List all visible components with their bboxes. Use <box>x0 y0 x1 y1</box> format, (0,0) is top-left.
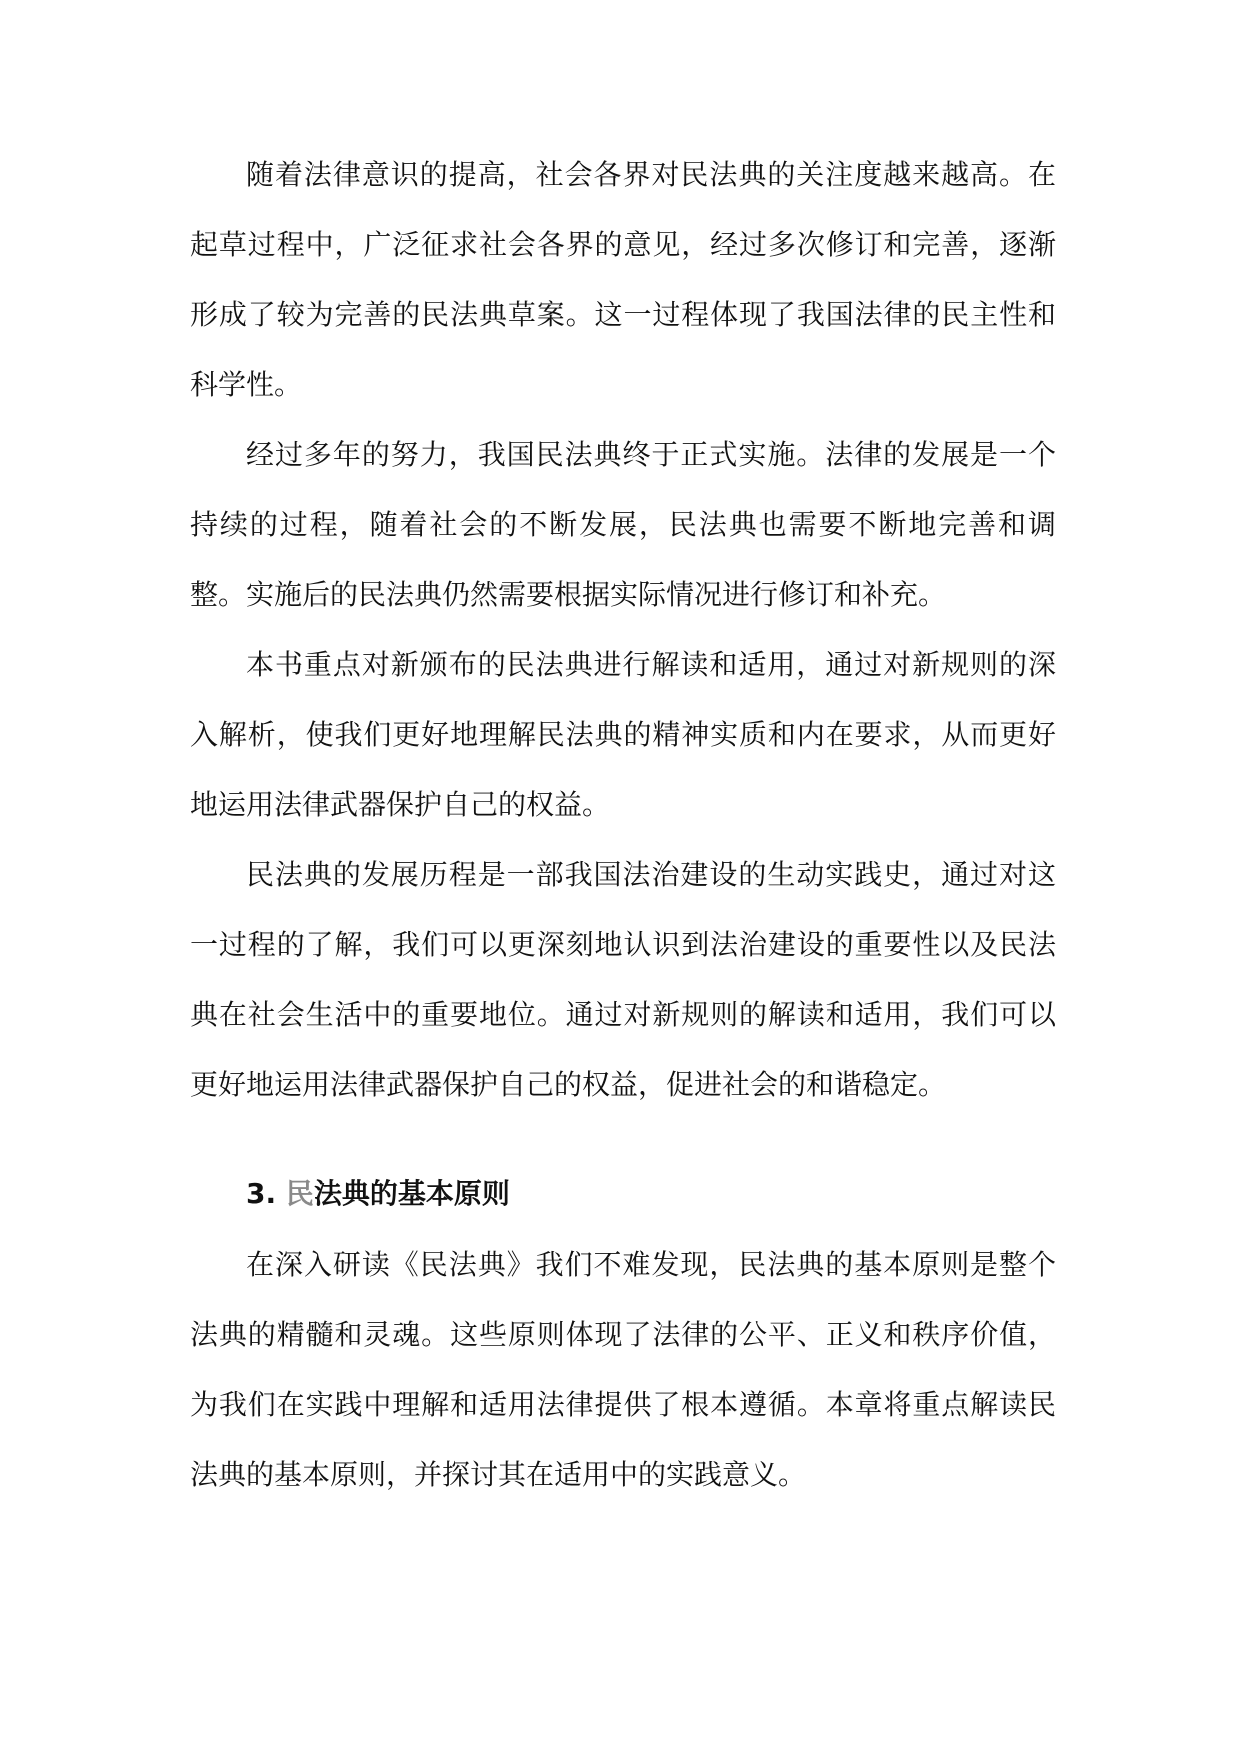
paragraph: 本书重点对新颁布的民法典进行解读和适用，通过对新规则的深入解析，使我们更好地理解民法典的精神实质和内在要求，从而更好地运用法律武器保护自己的权益。 <box>190 648 1056 821</box>
section-title-rest: 法典的基本原则 <box>313 1177 510 1210</box>
section-number: 3. <box>246 1177 277 1210</box>
document-body <box>190 140 1056 1510</box>
section-heading <box>246 1158 1056 1230</box>
paragraph: 在深入研读《民法典》我们不难发现，民法典的基本原则是整个法典的精髓和灵魂。这些原则体现了法律的公平、正义和秩序价值，为我们在实践中理解和适用法律提供了根本遵循。本章将重点解读民法典的基本原则，并探讨其在适用中的实践意义。 <box>190 1248 1056 1491</box>
section-title-first-char: 民 <box>285 1177 314 1210</box>
paragraph: 随着法律意识的提高，社会各界对民法典的关注度越来越高。在起草过程中，广泛征求社会各界的意见，经过多次修订和完善，逐渐形成了较为完善的民法典草案。这一过程体现了我国法律的民主性和科学性。 <box>190 158 1056 401</box>
paragraph: 民法典的发展历程是一部我国法治建设的生动实践史，通过对这一过程的了解，我们可以更深刻地认识到法治建设的重要性以及民法典在社会生活中的重要地位。通过对新规则的解读和适用，我们可以更好地运用法律武器保护自己的权益，促进社会的和谐稳定。 <box>190 858 1056 1101</box>
paragraph: 经过多年的努力，我国民法典终于正式实施。法律的发展是一个持续的过程，随着社会的不断发展，民法典也需要不断地完善和调整。实施后的民法典仍然需要根据实际情况进行修订和补充。 <box>190 438 1056 611</box>
